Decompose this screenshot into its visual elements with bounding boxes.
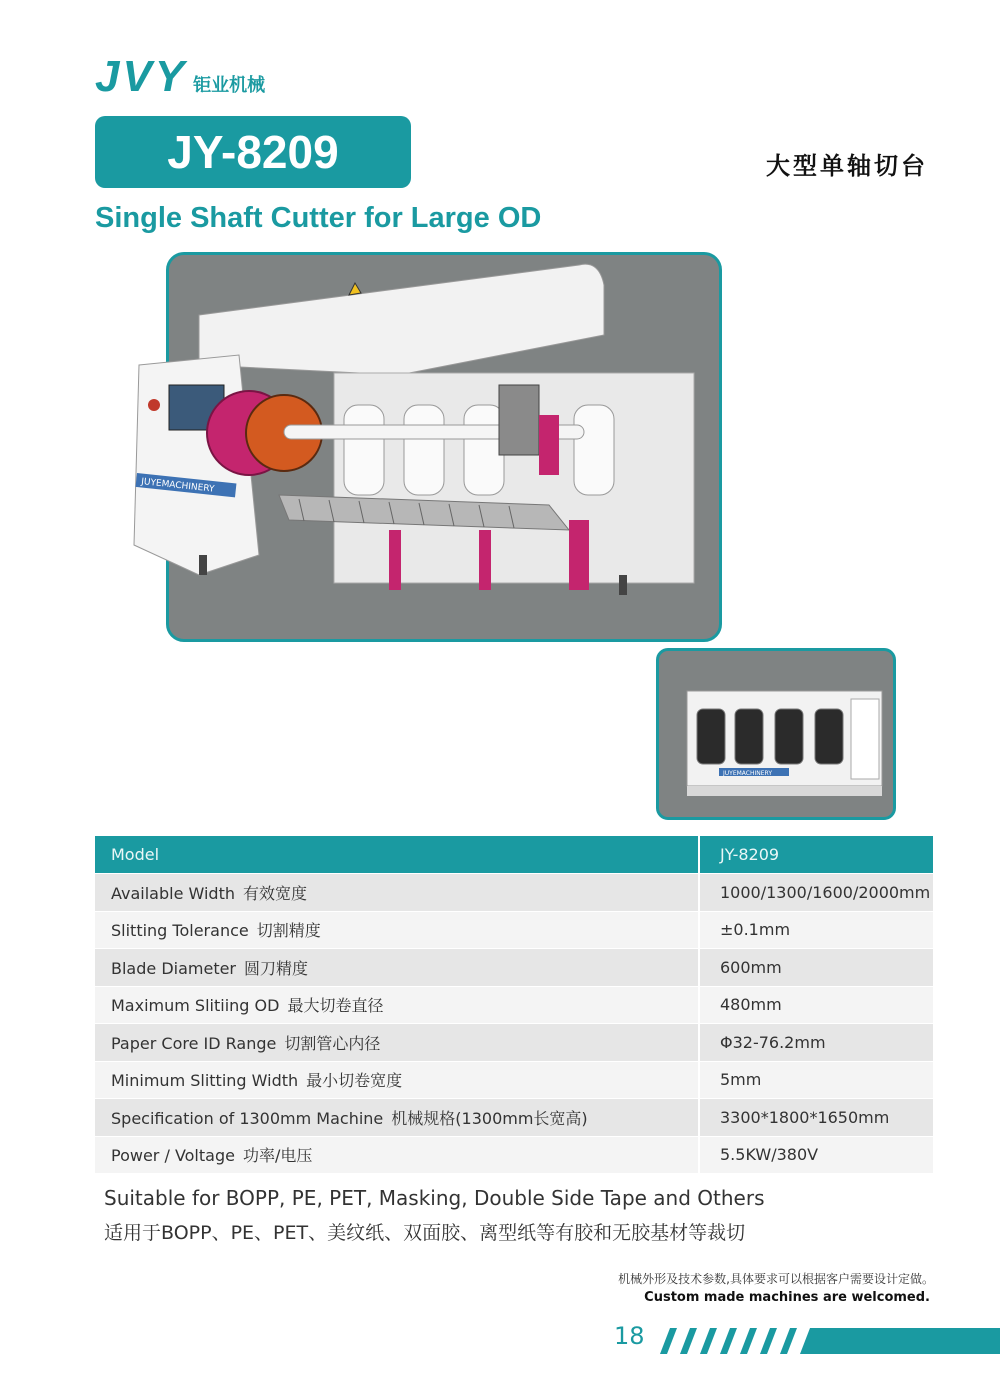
model-badge: [95, 116, 411, 188]
spec-row: [95, 986, 933, 1024]
spec-label-cn: 圆刀精度: [244, 958, 309, 978]
machine-back-illustration: [659, 651, 896, 820]
spec-value: 5mm: [699, 1061, 933, 1099]
spec-label: Minimum Slitting Width: [111, 1071, 299, 1091]
spec-label-cn: 切割精度: [256, 921, 321, 941]
main-product-photo: [140, 252, 722, 642]
title-en: Single Shaft Cutter for Large OD: [95, 202, 542, 234]
spec-row: [95, 1136, 933, 1174]
spec-header-value: JY-8209: [699, 836, 933, 874]
spec-row: [95, 874, 933, 912]
spec-value: 1000/1300/1600/2000mm: [699, 874, 933, 912]
title-cn: 大型单轴切台: [766, 152, 928, 180]
warning-icon: [349, 283, 361, 295]
machine-back-label: JUYEMACHINERY: [723, 770, 772, 777]
page-stripes-decoration: [650, 1328, 1000, 1354]
spec-row: [95, 1099, 933, 1137]
spec-row: [95, 949, 933, 987]
custom-note-en: Custom made machines are welcomed.: [644, 1290, 930, 1305]
spec-label: Maximum Slitiing OD: [111, 996, 280, 1016]
spec-label-cn: 机械规格(1300mm长宽高): [391, 1108, 588, 1128]
spec-header-label: Model: [95, 836, 699, 874]
spec-label-cn: 有效宽度: [243, 883, 308, 903]
spec-value: ±0.1mm: [699, 911, 933, 949]
brand: [95, 52, 265, 102]
custom-note-cn: 机械外形及技术参数,具体要求可以根据客户需要设计定做。: [618, 1272, 934, 1286]
spec-row: [95, 911, 933, 949]
spec-row: [95, 1061, 933, 1099]
spec-label-cn: 最小切卷宽度: [306, 1071, 403, 1091]
model-badge-text: JY-8209: [167, 126, 339, 178]
spec-label-cn: 功率/电压: [242, 1146, 313, 1166]
spec-value: 600mm: [699, 949, 933, 987]
spec-label: Power / Voltage: [111, 1146, 235, 1166]
spec-row: [95, 1024, 933, 1062]
machine-illustration: [99, 255, 739, 645]
spec-label: Slitting Tolerance: [111, 921, 249, 941]
spec-value: 3300*1800*1650mm: [699, 1099, 933, 1137]
spec-label: Specification of 1300mm Machine: [111, 1108, 384, 1128]
spec-label-cn: 最大切卷直径: [287, 996, 384, 1016]
spec-value: Φ32-76.2mm: [699, 1024, 933, 1062]
suitable-materials-cn: 适用于BOPP、PE、PET、美纹纸、双面胶、离型纸等有胶和无胶基材等裁切: [104, 1222, 746, 1244]
page-number: 18: [614, 1322, 645, 1350]
spec-value: 5.5KW/380V: [699, 1136, 933, 1174]
spec-value: 480mm: [699, 986, 933, 1024]
spec-label: Paper Core ID Range: [111, 1033, 277, 1053]
secondary-product-photo: [656, 648, 896, 820]
spec-label: Blade Diameter: [111, 958, 237, 978]
spec-header-row: [95, 836, 933, 874]
spec-label: Available Width: [111, 883, 235, 903]
brand-name-cn: 钜业机械: [193, 75, 266, 96]
spec-label-cn: 切割管心内径: [284, 1033, 381, 1053]
brand-logo: JVY: [95, 52, 188, 101]
spec-table: [95, 836, 933, 1174]
suitable-materials-en: Suitable for BOPP, PE, PET, Masking, Double Side Tape and Others: [104, 1186, 765, 1210]
machine-label: JUYEMACHINERY: [140, 477, 215, 495]
